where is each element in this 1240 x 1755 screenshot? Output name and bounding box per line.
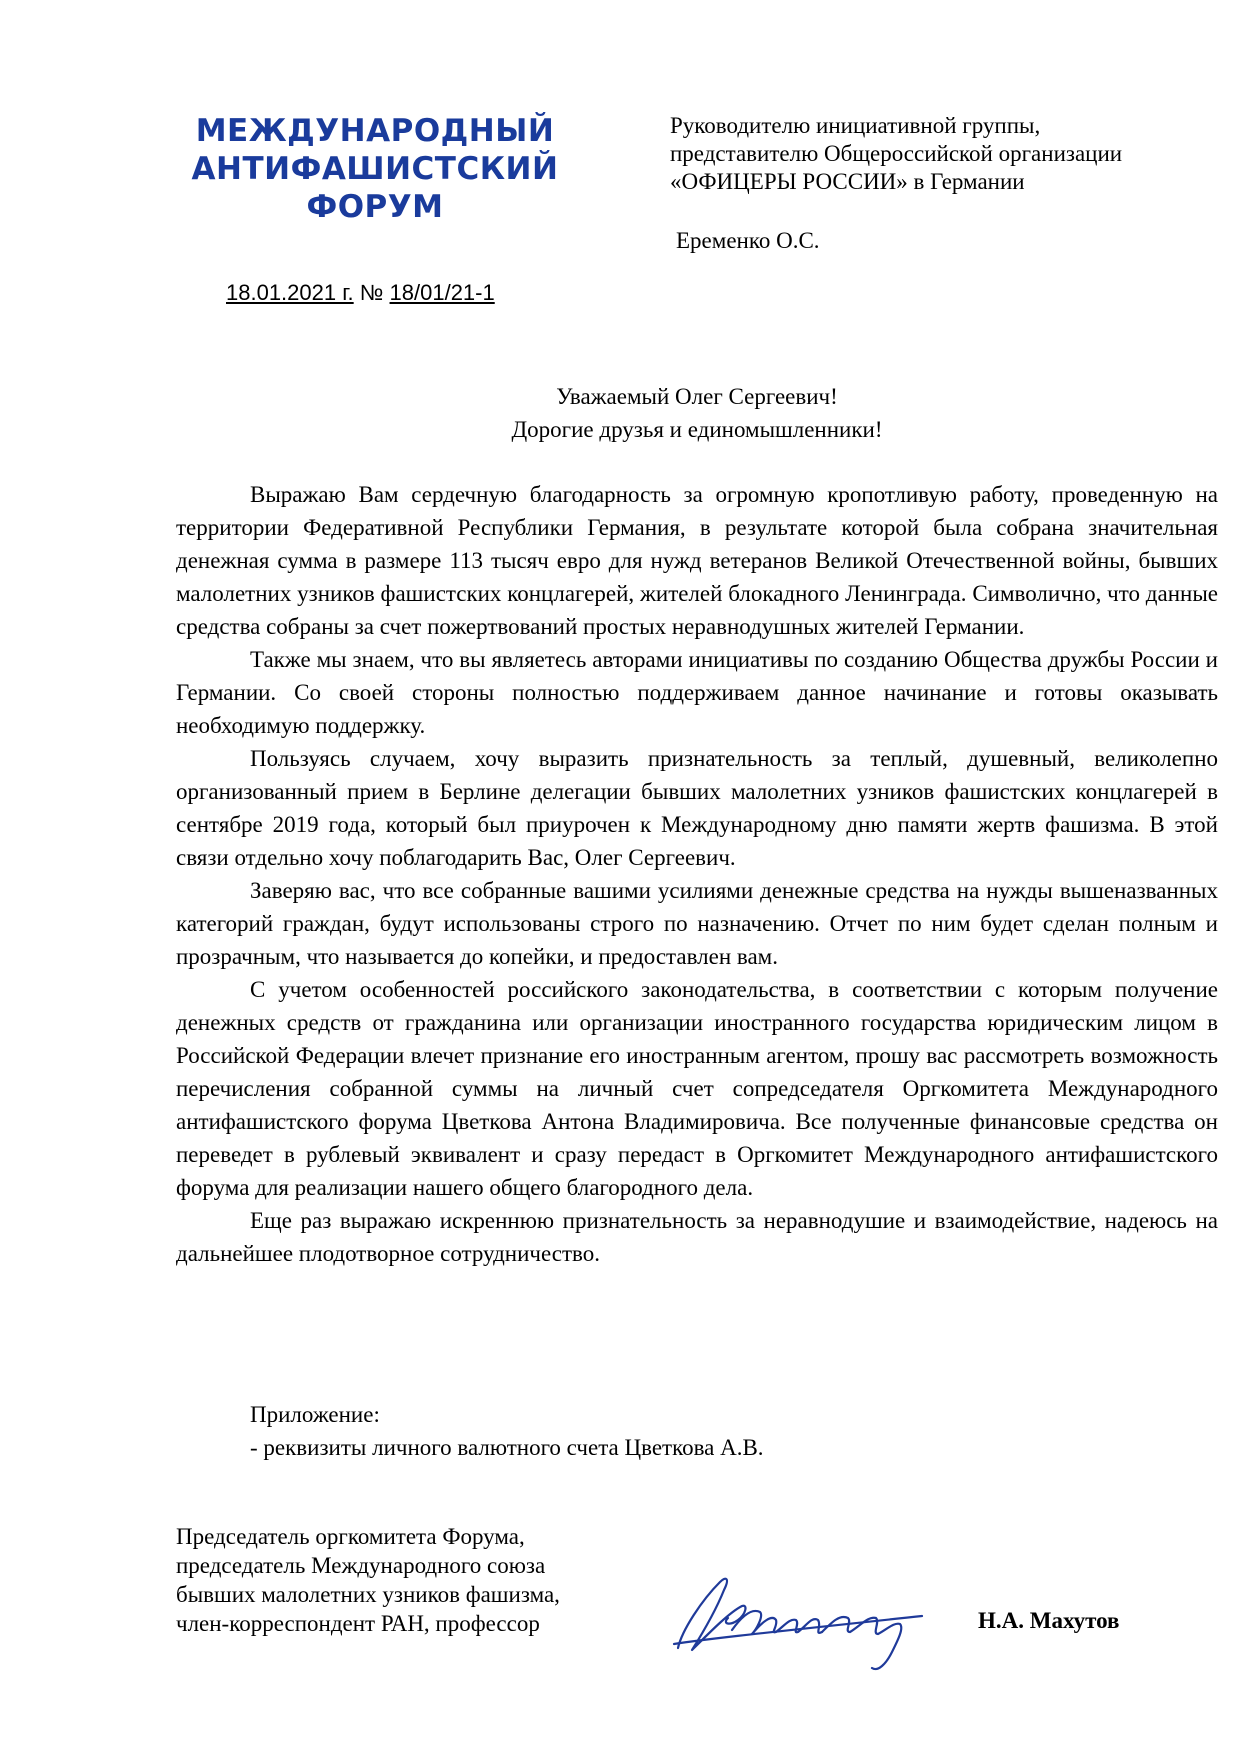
signer-title-line-1: Председатель оргкомитета Форума, [176,1524,525,1549]
logo-line-1: МЕЖДУНАРОДНЫЙ [195,113,555,149]
handwritten-signature [672,1560,938,1680]
paragraph-2: Также мы знаем, что вы являетесь авторами инициативы по созданию Общества дружбы России и Германии. Со своей стороны полностью поддерживаем данное начинание и готовы оказывать необходимую поддержку. [176,647,1218,738]
document-date: 18.01.2021 г. [226,280,354,305]
greeting-line-1: Уважаемый Олег Сергеевич! [556,384,838,409]
greeting [176,380,1218,446]
document-number: 18/01/21-1 [389,280,495,305]
paragraph-1: Выражаю Вам сердечную благодарность за огромную кропотливую работу, проведенную на территории Федеративной Республики Германия, в результате которой была собрана значительная денежная сумма в размере 113 тысяч евро для нужд ветеранов Великой Отечественной войны, бывших малолетних узников фашистских концлагерей, жителей блокадного Ленинграда. Символично, что данные средства собраны за счет пожертвований простых неравнодушных жителей Германии. [176,482,1218,639]
signer-title [176,1522,696,1638]
paragraph-3: Пользуясь случаем, хочу выразить признательность за теплый, душевный, великолепно организованный прием в Берлине делегации бывших малолетних узников фашистских концлагерей в сентябре 2019 года, который был приурочен к Международному дню памяти жертв фашизма. В этой связи отдельно хочу поблагодарить Вас, Олег Сергеевич. [176,746,1218,870]
attachment-label: Приложение: [250,1402,380,1427]
addressee-line-1: Руководителю инициативной группы, [670,113,1041,138]
addressee-block [670,112,1210,196]
paragraph-4: Заверяю вас, что все собранные вашими усилиями денежные средства на нужды вышеназванных категорий граждан, будут использованы строго по назначению. Отчет по ним будет сделан полным и прозрачным, что называется до копейки, и предоставлен вам. [176,878,1218,969]
signer-title-line-3: бывших малолетних узников фашизма, [176,1582,560,1607]
forum-logo [190,112,560,226]
addressee-line-2: представителю Общероссийской организации [670,141,1123,166]
paragraph-5: С учетом особенностей российского законодательства, в соответствии с которым получение денежных средств от гражданина или организации иностранного государства юридическим лицом в Российской Федерации влечет признание его иностранным агентом, прошу вас рассмотреть возможность перечисления собранной суммы на личный счет сопредседателя Оргкомитета Международного антифашистского форума Цветкова Антона Владимировича. Все полученные финансовые средства он переведет в рублевый эквивалент и сразу передаст в Оргкомитет Международного антифашистского форума для реализации нашего общего благородного дела. [176,977,1218,1200]
addressee-name: Еременко О.С. [676,228,820,253]
logo-line-2: АНТИФАШИСТСКИЙ [191,151,559,187]
number-sign: № [359,280,384,305]
document-reference [226,280,495,306]
signer-name: Н.А. Махутов [978,1608,1120,1633]
logo-line-3: ФОРУМ [306,189,444,225]
signer-title-line-2: председатель Международного союза [176,1553,546,1578]
paragraph-6: Еще раз выражаю искреннюю признательность за неравнодушие и взаимодействие, надеюсь на дальнейшее плодотворное сотрудничество. [176,1208,1218,1266]
signer-title-line-4: член-корреспондент РАН, профессор [176,1611,540,1636]
addressee-line-3: «ОФИЦЕРЫ РОССИИ» в Германии [670,169,1025,194]
attachment-item: - реквизиты личного валютного счета Цветкова А.В. [250,1435,764,1460]
attachment-block [250,1398,764,1464]
letter-body [176,478,1218,1270]
greeting-line-2: Дорогие друзья и единомышленники! [511,417,883,442]
